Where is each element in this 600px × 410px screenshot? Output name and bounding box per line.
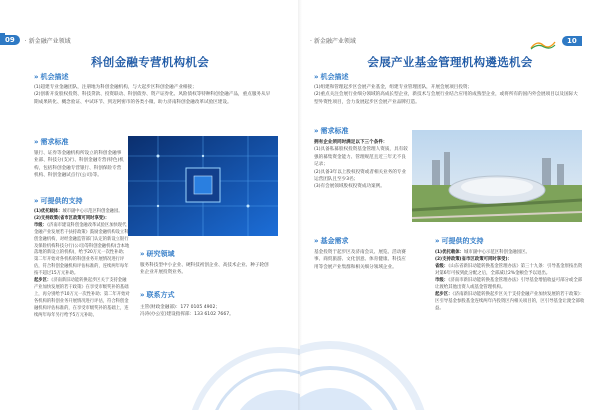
chevron-icon: » bbox=[140, 250, 145, 258]
left-contact-text: 主管(财政金融部)：177 0105 4902； 冯涛(办公室)建设指挥部：133 6102 7667。 bbox=[140, 305, 234, 318]
right-section-label: · 新金融产业领域 bbox=[310, 37, 356, 45]
left-opportunity-text: (1)超建专业金融团队，注册地为科创金融机构，与大起步区科创金融产业相接； (2)创新开发股权投资、科技贷款、投资联动、科创债券、资产证券化、风险债权等特种科创金融产品，重点服务从早期成果转化、概念验证、中试环节、到迈阿密市的各类小微、助力济南科创金融改革试验区建设。 bbox=[34, 85, 271, 105]
brand-logo bbox=[530, 35, 556, 45]
right-support-text: (1)优托载体：城市副中心示范区科创金融园区。 (2)支持政策(省市区政策可同时享受)： 省级：《山东省新旧动能转换基金管理办法》第三十九条：引导基金原按出资对第6年可按到此分配之后，全部减让2%金额会予以退出。 市级：《济南市新旧动能转换基金管理办法》引导基金增值收益可部分或全部让渡给其他出资人或基金管理机构。 起步区：《济南新旧动能转换起步区关于支持金融产业加快发展的若干政策》：区引导基金参股基金连续两年内投资区内相关项目的，区引导基金让渡全部收益。 bbox=[435, 250, 585, 311]
right-page-title: 会展产业基金管理机构遴选机会 bbox=[367, 55, 533, 69]
left-section-heading: » 机会描述 bbox=[34, 73, 69, 81]
chevron-icon: » bbox=[314, 73, 319, 81]
chevron-icon: » bbox=[34, 73, 39, 81]
left-section-heading: » 可提供的支持 bbox=[34, 197, 83, 205]
left-section-heading: » 联系方式 bbox=[140, 291, 175, 299]
right-section-heading: » 需求标准 bbox=[314, 127, 349, 135]
left-section-heading: » 研究领域 bbox=[140, 250, 175, 258]
exhibition-center-aerial-image bbox=[412, 130, 582, 222]
chevron-icon: » bbox=[34, 138, 39, 146]
left-standard-text: 银行、证券等金融机构所设立的科创金融事业部、科技分(支)行、科创金融专营(特色)机构，包括科创金融专营银行、科创保险专营机构、科创金融试点行(公司)等。 bbox=[34, 151, 124, 179]
left-section-label: · 新金融产业领域 bbox=[24, 37, 71, 45]
left-header bbox=[0, 33, 71, 47]
right-header bbox=[310, 33, 356, 47]
chevron-icon: » bbox=[140, 291, 145, 299]
right-page bbox=[300, 0, 600, 410]
decorative-arcs bbox=[300, 320, 430, 410]
right-page-number: 10 bbox=[562, 36, 582, 46]
right-standard-text: 拥有企业须同时满足以下三个条件： (1)具备私募股权投资基金管理人资质，具有较强的募集资金能力、管理规范且近三年无不良记录； (2)具备3年以上股权投资或者相关业务的专业运营团队且至少3名； (3)有会展领域股权投资成功案例。 bbox=[314, 140, 408, 190]
decorative-arcs bbox=[150, 330, 300, 410]
right-opportunity-text: (1)组建和管理起步区会展产业基金，组建专业管理团队，开展会展项目投资； (2)重点关注会展行业细分领域的高成长型企业，新技术与会展行业结合应用的成熟型企业，或将所有的国内外会展项目以及国际大型外资性项目，会力发展起步区会展产业品牌打造。 bbox=[314, 85, 578, 105]
left-page-number: 09 bbox=[0, 35, 20, 45]
left-section-heading: » 需求标准 bbox=[34, 138, 69, 146]
tech-circuit-image bbox=[128, 136, 278, 236]
chevron-icon: » bbox=[34, 197, 39, 205]
right-fund-text: 基金投资于起步区及济南会议、展览、活动赛事、商贸旅游、文化创意、体育健康、科技应用等会展产业集群和相关细分领域企业。 bbox=[314, 250, 406, 270]
right-section-heading: » 基金需求 bbox=[314, 237, 349, 245]
right-section-heading: » 可提供的支持 bbox=[435, 237, 484, 245]
chevron-icon: » bbox=[314, 237, 319, 245]
left-research-text: 服务科技型中小企业、硬科技初创企业、高技术企业、种子轮创业企业开展投资业务。 bbox=[140, 263, 269, 276]
chevron-icon: » bbox=[435, 237, 440, 245]
left-support-text: (1)优托载体：城市副中心示范区科创金融园。 (2)支持政策(省市区政策可同时享受)： 市级：《济南市建设科创金融改革试验区加快现代金融产业发展若干扶持政策》鼓励金融机构设立科创金融机构，对经金融监管部门认定的新设立银行及保险机构科技分行(公司)等科创金融机构(含本地落地的新设立的机构)，给予20万元一次性补助；第二年开始对各机构的科创业务开展情况进行评估，符合科创金融机构评估标准的，连续两年每年按不超过15万元补助。 起步区：《济南新旧动能转换起步区关于支持金融产业加快发展的若干政策》在享受市级奖补的基础上，再分别给予10万元一次性补助；第二年开始对各机构的科创业务开展情况进行评估，符合科创金融机构评估标准的，在享受市级奖补的基础上，连续两年每年另行给予5万元补助。 bbox=[34, 209, 130, 318]
chevron-icon: » bbox=[314, 127, 319, 135]
left-page-title: 科创金融专营机构机会 bbox=[91, 55, 209, 69]
right-section-heading: » 机会描述 bbox=[314, 73, 349, 81]
left-header-bar bbox=[0, 33, 5, 36]
